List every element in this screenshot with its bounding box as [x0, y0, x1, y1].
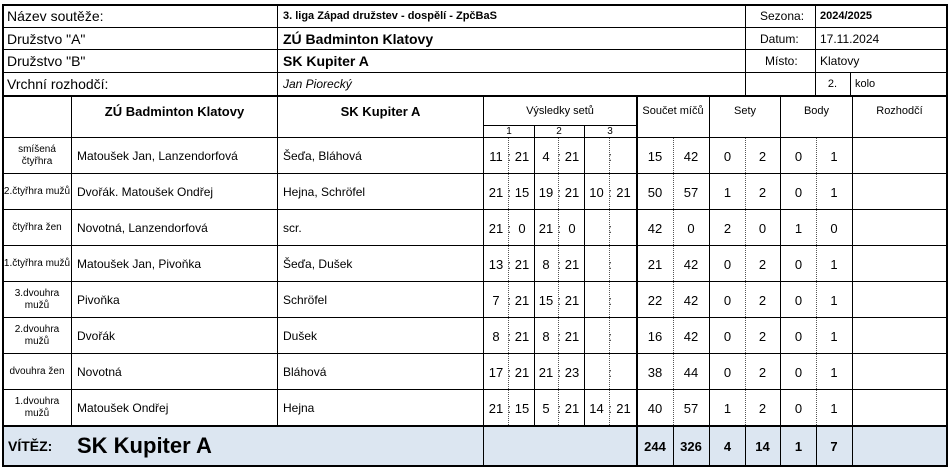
points-sum-a: 16 [647, 328, 663, 344]
set2-score-a: 8 [542, 256, 550, 272]
sets-a: 0 [723, 364, 732, 380]
bodies-b: 1 [830, 400, 838, 416]
bodies-a: 1 [794, 220, 803, 236]
match-type: 2.čtyřhra mužů [3, 186, 71, 197]
set2-colon: : [557, 328, 561, 344]
set3-score-b [611, 246, 636, 282]
set2-colon: : [557, 220, 561, 236]
footer-inner-line [673, 427, 674, 465]
team-a-players: Novotná, Lanzendorfová [77, 221, 208, 235]
set1-score-a: 8 [492, 328, 500, 344]
sets-b: 2 [758, 292, 767, 308]
grid-line [2, 72, 947, 73]
column-sets: Sety [733, 105, 756, 117]
team-a-players: Matoušek Jan, Pivoňka [77, 257, 202, 271]
set3-colon: : [608, 184, 612, 200]
total-sets-b: 14 [755, 438, 770, 454]
footer-inner-line [745, 427, 746, 465]
set3-score-b [611, 318, 636, 354]
set2-score-a: 8 [542, 328, 550, 344]
column-referee: Rozhodčí [876, 105, 923, 117]
set-subheader-line [484, 125, 636, 126]
bodies-b: 1 [830, 184, 838, 200]
team-b-players: Schröfel [283, 293, 328, 307]
points-sum-b: 57 [683, 400, 699, 416]
sets-a: 1 [723, 184, 732, 200]
bodies-b: 1 [830, 148, 838, 164]
set1-score-b: 21 [514, 364, 530, 380]
sets-a: 0 [723, 148, 732, 164]
total-points-b: 326 [680, 438, 702, 454]
set1-score-b: 15 [514, 184, 530, 200]
bodies-b: 1 [830, 328, 838, 344]
bodies-a: 0 [794, 256, 803, 272]
grid-line [709, 96, 710, 467]
sets-b: 2 [758, 364, 767, 380]
total-bodies-a: 1 [794, 438, 803, 454]
set3-colon: : [608, 364, 612, 380]
total-points-a: 244 [644, 438, 666, 454]
sets-a: 1 [723, 400, 732, 416]
grid-line [2, 137, 947, 138]
points-sum-b: 42 [683, 256, 699, 272]
set1-colon: : [507, 256, 511, 272]
set2-colon: : [557, 256, 561, 272]
set2-score-a: 5 [542, 400, 550, 416]
set-number-1: 1 [506, 126, 512, 137]
grid-line [71, 96, 72, 426]
date-label: Datum: [760, 31, 799, 46]
set2-score-a: 15 [538, 292, 554, 308]
set3-score-b [611, 354, 636, 390]
set3-colon: : [608, 220, 612, 236]
set3-score-a: 14 [589, 400, 604, 416]
team-b-players: Hejna [283, 401, 315, 415]
points-sum-b: 0 [687, 220, 695, 236]
round-number: 2. [827, 78, 838, 90]
frame-left [2, 4, 4, 467]
grid-line [2, 353, 947, 354]
grid-dotted-line [609, 138, 610, 425]
match-type: 3.dvouhra mužů [14, 288, 60, 311]
total-bodies-b: 7 [830, 438, 838, 454]
grid-line [277, 4, 278, 96]
grid-dotted-line [745, 138, 746, 425]
bodies-b: 1 [830, 292, 838, 308]
grid-line [2, 27, 947, 28]
grid-line [584, 126, 585, 426]
bodies-a: 0 [794, 364, 803, 380]
frame-top [2, 4, 948, 6]
set3-score-b [611, 282, 636, 318]
sets-a: 0 [723, 328, 732, 344]
points-sum-b: 42 [683, 328, 699, 344]
set1-score-b: 21 [514, 292, 530, 308]
grid-line [745, 4, 746, 96]
frame-bottom [2, 465, 948, 467]
set2-colon: : [557, 292, 561, 308]
grid-line [277, 96, 278, 426]
sets-a: 0 [723, 292, 732, 308]
set3-score-b: 21 [616, 400, 631, 416]
set3-score-b: 21 [616, 184, 631, 200]
bodies-b: 1 [830, 364, 838, 380]
season-value: 2024/2025 [820, 9, 872, 22]
team-b-label: Družstvo "B" [7, 52, 86, 69]
grid-dotted-line [816, 138, 817, 425]
grid-line [2, 389, 947, 390]
points-sum-a: 22 [647, 292, 663, 308]
match-type: 1.čtyřhra mužů [3, 258, 71, 269]
set2-score-a: 19 [538, 184, 554, 200]
set2-colon: : [557, 400, 561, 416]
column-team-a: ZÚ Badminton Klatovy [104, 104, 245, 119]
bodies-a: 0 [794, 328, 803, 344]
team-b-players: Šeďa, Bláhová [283, 149, 362, 163]
team-b-players: Hejna, Schröfel [283, 185, 366, 199]
match-type: 1.dvouhra mužů [14, 396, 60, 419]
team-a-label: Družstvo "A" [7, 30, 86, 47]
total-sets-a: 4 [723, 438, 732, 454]
set3-score-a: 10 [589, 184, 604, 200]
set2-score-b: 21 [564, 292, 580, 308]
grid-line [850, 73, 851, 95]
set1-score-b: 21 [514, 148, 530, 164]
bodies-b: 1 [830, 256, 838, 272]
place-value: Klatovy [820, 53, 860, 68]
grid-dotted-line [673, 138, 674, 425]
set2-score-b: 23 [564, 364, 580, 380]
sum-left [636, 96, 638, 467]
team-b-players: Šeďa, Dušek [283, 257, 353, 271]
set2-score-b: 21 [564, 328, 580, 344]
grid-line [483, 96, 484, 467]
set1-score-a: 17 [488, 364, 504, 380]
set2-score-b: 0 [568, 220, 576, 236]
set1-score-b: 21 [514, 328, 530, 344]
grid-dotted-line [558, 138, 559, 425]
competition-value: 3. liga Západ družstev - dospělí - ZpčBaS [283, 9, 497, 22]
set2-score-b: 21 [564, 400, 580, 416]
set-number-2: 2 [556, 126, 562, 137]
set3-score-b [611, 138, 636, 174]
points-sum-a: 50 [647, 184, 663, 200]
points-sum-b: 57 [683, 184, 699, 200]
sets-b: 2 [758, 400, 767, 416]
bodies-b: 0 [830, 220, 838, 236]
season-label: Sezona: [760, 8, 805, 23]
set1-score-a: 11 [489, 148, 503, 164]
points-sum-a: 15 [647, 148, 663, 164]
points-sum-a: 21 [647, 256, 663, 272]
set1-score-a: 13 [488, 256, 504, 272]
grid-line [2, 209, 947, 210]
points-sum-b: 42 [683, 148, 699, 164]
set1-score-a: 21 [488, 184, 504, 200]
grid-line [852, 96, 853, 467]
sets-b: 0 [758, 220, 767, 236]
team-b-players: scr. [283, 221, 302, 235]
header-separator [2, 95, 947, 97]
column-team-b: SK Kupiter A [340, 104, 421, 119]
grid-dotted-line [508, 138, 509, 425]
set1-score-b: 0 [518, 220, 526, 236]
column-points-sum: Součet míčů [642, 105, 704, 117]
set2-score-a: 21 [538, 364, 554, 380]
set2-score-b: 21 [564, 184, 580, 200]
grid-line [780, 96, 781, 467]
set3-colon: : [608, 148, 612, 164]
referee-value: Jan Piorecký [283, 77, 352, 91]
bodies-a: 0 [794, 184, 803, 200]
set1-colon: : [507, 364, 511, 380]
sets-b: 2 [758, 184, 767, 200]
set1-score-a: 21 [488, 220, 504, 236]
footer-top [2, 425, 947, 427]
match-type: čtyřhra žen [12, 222, 62, 233]
grid-line [2, 173, 947, 174]
competition-label: Název soutěže: [7, 7, 104, 24]
bodies-a: 0 [794, 400, 803, 416]
footer-inner-line [816, 427, 817, 465]
points-sum-a: 38 [647, 364, 663, 380]
winner-value: SK Kupiter A [77, 433, 212, 458]
set2-score-a: 4 [542, 148, 550, 164]
set3-colon: : [608, 256, 612, 272]
winner-label: VÍTĚZ: [8, 438, 53, 454]
points-sum-b: 44 [683, 364, 699, 380]
set1-colon: : [507, 184, 511, 200]
set1-colon: : [507, 292, 511, 308]
points-sum-b: 42 [683, 292, 699, 308]
bodies-a: 0 [794, 292, 803, 308]
team-a-players: Novotná [77, 365, 122, 379]
set1-colon: : [507, 220, 511, 236]
set3-colon: : [608, 400, 612, 416]
match-type: dvouhra žen [9, 366, 65, 377]
grid-line [534, 126, 535, 426]
points-sum-a: 42 [647, 220, 663, 236]
set3-score-b [611, 210, 636, 246]
grid-line [2, 49, 947, 50]
column-bodies: Body [803, 105, 830, 117]
column-set-results: Výsledky setů [526, 105, 594, 117]
team-a-players: Matoušek Ondřej [77, 401, 169, 415]
set2-colon: : [557, 364, 561, 380]
referee-label: Vrchní rozhodčí: [7, 76, 109, 92]
team-a-players: Dvořák [77, 329, 116, 343]
sets-a: 2 [723, 220, 732, 236]
set1-colon: : [507, 328, 511, 344]
set3-colon: : [608, 292, 612, 308]
match-type: smíšená čtyřhra [18, 144, 56, 167]
grid-line [815, 4, 816, 96]
sets-b: 2 [758, 256, 767, 272]
set1-score-a: 7 [492, 292, 500, 308]
set2-score-a: 21 [538, 220, 554, 236]
team-a-players: Matoušek Jan, Lanzendorfová [77, 149, 238, 163]
grid-line [2, 245, 947, 246]
sets-b: 2 [758, 328, 767, 344]
grid-line [2, 281, 947, 282]
frame-right [946, 4, 948, 467]
set2-colon: : [557, 184, 561, 200]
set1-colon: : [507, 400, 511, 416]
team-b-value: SK Kupiter A [283, 52, 369, 69]
sets-a: 0 [723, 256, 732, 272]
team-b-players: Bláhová [283, 365, 327, 379]
sets-b: 2 [758, 148, 767, 164]
set3-colon: : [608, 328, 612, 344]
set2-score-b: 21 [564, 256, 580, 272]
date-value: 17.11.2024 [820, 31, 880, 46]
team-b-players: Dušek [283, 329, 318, 343]
team-a-value: ZÚ Badminton Klatovy [283, 30, 434, 47]
team-a-players: Pivoňka [77, 293, 120, 307]
round-label: kolo [855, 78, 876, 90]
set1-score-b: 15 [514, 400, 530, 416]
set2-score-b: 21 [564, 148, 580, 164]
set1-score-b: 21 [514, 256, 530, 272]
grid-line [2, 317, 947, 318]
team-a-players: Dvořák. Matoušek Ondřej [77, 185, 214, 199]
place-label: Místo: [765, 53, 798, 68]
points-sum-a: 40 [647, 400, 663, 416]
match-type: 2.dvouhra mužů [14, 324, 60, 347]
set1-colon: : [507, 148, 511, 164]
set1-score-a: 21 [488, 400, 504, 416]
set-number-3: 3 [607, 126, 613, 137]
set2-colon: : [557, 148, 561, 164]
bodies-a: 0 [794, 148, 803, 164]
